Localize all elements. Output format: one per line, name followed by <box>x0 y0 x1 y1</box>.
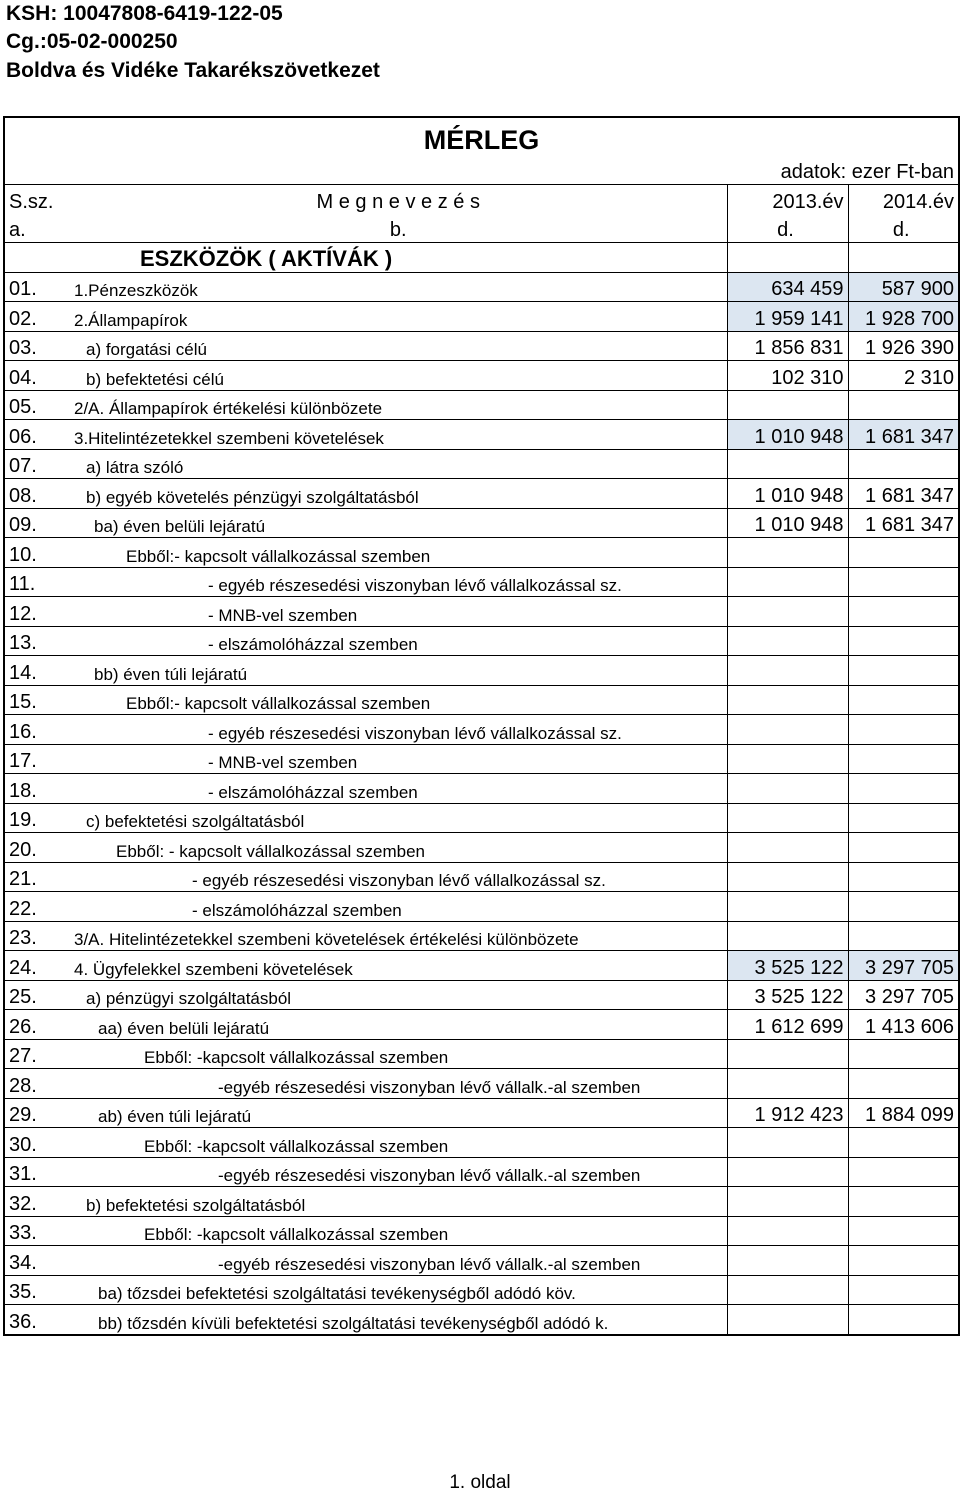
value-2014 <box>848 597 959 627</box>
value-2014 <box>848 921 959 951</box>
table-row <box>4 1157 959 1187</box>
table-row <box>4 508 959 538</box>
row-label: 2.Állampapírok <box>70 302 727 332</box>
row-label: - elszámolóházzal szemben <box>70 626 727 656</box>
value-2014 <box>848 1187 959 1217</box>
row-label: aa) éven belüli lejáratú <box>70 1010 727 1040</box>
row-label: bb) éven túli lejáratú <box>70 656 727 686</box>
value-2013 <box>727 892 848 922</box>
value-2013 <box>727 685 848 715</box>
value-2014 <box>848 1305 959 1335</box>
table-row <box>4 715 959 745</box>
col-name-header: M e g n e v e z é s <box>70 185 727 214</box>
row-number: 03. <box>4 331 70 361</box>
value-2013 <box>727 803 848 833</box>
row-label: c) befektetési szolgáltatásból <box>70 803 727 833</box>
value-2013 <box>727 715 848 745</box>
row-number: 27. <box>4 1039 70 1069</box>
section-row <box>4 243 959 273</box>
row-number: 22. <box>4 892 70 922</box>
value-2014: 3 297 705 <box>848 980 959 1010</box>
value-2013 <box>727 1128 848 1158</box>
table-row <box>4 833 959 863</box>
value-2014 <box>848 567 959 597</box>
col-no-letter: a. <box>4 214 70 243</box>
value-2013 <box>727 1069 848 1099</box>
value-2014: 1 681 347 <box>848 508 959 538</box>
value-2014 <box>848 1246 959 1276</box>
value-2013: 102 310 <box>727 361 848 391</box>
row-number: 02. <box>4 302 70 332</box>
value-2014: 1 884 099 <box>848 1098 959 1128</box>
value-2013 <box>727 597 848 627</box>
value-2013 <box>727 626 848 656</box>
row-number: 32. <box>4 1187 70 1217</box>
value-2014: 2 310 <box>848 361 959 391</box>
value-2014: 587 900 <box>848 272 959 302</box>
value-2013: 1 010 948 <box>727 508 848 538</box>
row-number: 17. <box>4 744 70 774</box>
value-2013 <box>727 449 848 479</box>
row-number: 13. <box>4 626 70 656</box>
row-number: 15. <box>4 685 70 715</box>
table-row <box>4 302 959 332</box>
table-row <box>4 1216 959 1246</box>
table-row <box>4 892 959 922</box>
balance-sheet <box>3 116 958 1336</box>
table-row <box>4 1069 959 1099</box>
row-number: 01. <box>4 272 70 302</box>
value-2013 <box>727 1216 848 1246</box>
table-row <box>4 1128 959 1158</box>
col-2014-header: 2014.év <box>848 185 959 214</box>
table-row <box>4 479 959 509</box>
table-row <box>4 449 959 479</box>
row-label: - elszámolóházzal szemben <box>70 892 727 922</box>
row-number: 35. <box>4 1275 70 1305</box>
value-2013: 3 525 122 <box>727 951 848 981</box>
row-number: 14. <box>4 656 70 686</box>
row-label: b) befektetési szolgáltatásból <box>70 1187 727 1217</box>
value-2013: 1 856 831 <box>727 331 848 361</box>
table-row <box>4 656 959 686</box>
value-2014 <box>848 626 959 656</box>
row-number: 23. <box>4 921 70 951</box>
row-number: 04. <box>4 361 70 391</box>
row-label: Ebből: -kapcsolt vállalkozással szemben <box>70 1216 727 1246</box>
value-2014: 1 413 606 <box>848 1010 959 1040</box>
row-label: -egyéb részesedési viszonyban lévő vállalk.-al szemben <box>70 1069 727 1099</box>
ksh-number: KSH: 10047808-6419-122-05 <box>6 2 283 25</box>
value-2013 <box>727 656 848 686</box>
row-label: - egyéb részesedési viszonyban lévő vállalkozással sz. <box>70 862 727 892</box>
row-label: Ebből:- kapcsolt vállalkozással szemben <box>70 685 727 715</box>
value-2014 <box>848 1039 959 1069</box>
value-2014 <box>848 538 959 568</box>
value-2014 <box>848 449 959 479</box>
value-2014 <box>848 1128 959 1158</box>
table-row <box>4 862 959 892</box>
table-row <box>4 685 959 715</box>
row-label: ab) éven túli lejáratú <box>70 1098 727 1128</box>
value-2014 <box>848 1069 959 1099</box>
col-2013-header: 2013.év <box>727 185 848 214</box>
value-2013 <box>727 774 848 804</box>
table-row <box>4 1187 959 1217</box>
row-label: - elszámolóházzal szemben <box>70 774 727 804</box>
row-number: 34. <box>4 1246 70 1276</box>
unit-label: adatok: ezer Ft-ban <box>4 156 959 185</box>
value-2014: 1 926 390 <box>848 331 959 361</box>
table-row <box>4 538 959 568</box>
value-2013 <box>727 833 848 863</box>
row-number: 36. <box>4 1305 70 1335</box>
value-2013: 1 959 141 <box>727 302 848 332</box>
row-number: 21. <box>4 862 70 892</box>
row-label: 2/A. Állampapírok értékelési különbözete <box>70 390 727 420</box>
col-2014-letter: d. <box>848 214 959 243</box>
row-number: 29. <box>4 1098 70 1128</box>
value-2014 <box>848 892 959 922</box>
value-2014 <box>848 1275 959 1305</box>
value-2013 <box>727 921 848 951</box>
value-2013 <box>727 1275 848 1305</box>
row-number: 33. <box>4 1216 70 1246</box>
row-label: bb) tőzsdén kívüli befektetési szolgáltatási tevékenységből adódó k. <box>70 1305 727 1335</box>
value-2013 <box>727 862 848 892</box>
row-label: Ebből:- kapcsolt vállalkozással szemben <box>70 538 727 568</box>
value-2014: 3 297 705 <box>848 951 959 981</box>
row-number: 05. <box>4 390 70 420</box>
row-number: 08. <box>4 479 70 509</box>
row-label: a) forgatási célú <box>70 331 727 361</box>
value-2013: 1 010 948 <box>727 420 848 450</box>
value-2014: 1 681 347 <box>848 420 959 450</box>
row-label: 1.Pénzeszközök <box>70 272 727 302</box>
row-number: 26. <box>4 1010 70 1040</box>
row-label: - egyéb részesedési viszonyban lévő vállalkozással sz. <box>70 567 727 597</box>
table-row <box>4 1039 959 1069</box>
value-2014 <box>848 833 959 863</box>
table-row <box>4 803 959 833</box>
row-label: ba) tőzsdei befektetési szolgáltatási tevékenységből adódó köv. <box>70 1275 727 1305</box>
col-name-letter: b. <box>70 214 727 243</box>
row-label: Ebből: - kapcsolt vállalkozással szemben <box>70 833 727 863</box>
value-2014: 1 681 347 <box>848 479 959 509</box>
value-2013 <box>727 390 848 420</box>
table-row <box>4 272 959 302</box>
row-number: 11. <box>4 567 70 597</box>
row-number: 18. <box>4 774 70 804</box>
balance-table <box>3 116 960 1336</box>
table-row <box>4 331 959 361</box>
row-label: - egyéb részesedési viszonyban lévő vállalkozással sz. <box>70 715 727 745</box>
value-2014 <box>848 715 959 745</box>
value-2014: 1 928 700 <box>848 302 959 332</box>
value-2014 <box>848 656 959 686</box>
row-label: b) befektetési célú <box>70 361 727 391</box>
row-label: ba) éven belüli lejáratú <box>70 508 727 538</box>
row-number: 06. <box>4 420 70 450</box>
row-number: 07. <box>4 449 70 479</box>
value-2013 <box>727 1305 848 1335</box>
page-number: 1. oldal <box>449 1472 511 1493</box>
value-2014 <box>848 862 959 892</box>
row-number: 16. <box>4 715 70 745</box>
row-label: 3.Hitelintézetekkel szembeni követelések <box>70 420 727 450</box>
value-2014 <box>848 744 959 774</box>
col-no-header: S.sz. <box>4 185 70 214</box>
row-number: 09. <box>4 508 70 538</box>
table-row <box>4 1246 959 1276</box>
table-row <box>4 921 959 951</box>
row-label: -egyéb részesedési viszonyban lévő vállalk.-al szemben <box>70 1246 727 1276</box>
row-label: Ebből: -kapcsolt vállalkozással szemben <box>70 1039 727 1069</box>
table-row <box>4 1305 959 1335</box>
row-label: -egyéb részesedési viszonyban lévő vállalk.-al szemben <box>70 1157 727 1187</box>
page-title: MÉRLEG <box>4 117 959 156</box>
unit-row <box>4 156 959 185</box>
title-row <box>4 117 959 156</box>
section-title: ESZKÖZÖK ( AKTÍVÁK ) <box>70 243 727 273</box>
table-row <box>4 1275 959 1305</box>
row-label: a) pénzügyi szolgáltatásból <box>70 980 727 1010</box>
row-number: 20. <box>4 833 70 863</box>
row-label: - MNB-vel szemben <box>70 744 727 774</box>
value-2014 <box>848 1157 959 1187</box>
table-row <box>4 744 959 774</box>
table-row <box>4 951 959 981</box>
row-number: 31. <box>4 1157 70 1187</box>
value-2013: 1 612 699 <box>727 1010 848 1040</box>
col-2013-letter: d. <box>727 214 848 243</box>
value-2013 <box>727 1039 848 1069</box>
value-2014 <box>848 1216 959 1246</box>
row-label: b) egyéb követelés pénzügyi szolgáltatásból <box>70 479 727 509</box>
table-row <box>4 626 959 656</box>
value-2013 <box>727 567 848 597</box>
row-label: 4. Ügyfelekkel szembeni követelések <box>70 951 727 981</box>
table-row <box>4 597 959 627</box>
value-2013 <box>727 1246 848 1276</box>
row-number: 28. <box>4 1069 70 1099</box>
table-row <box>4 361 959 391</box>
value-2013: 634 459 <box>727 272 848 302</box>
value-2013: 3 525 122 <box>727 980 848 1010</box>
company-registration: Cg.:05-02-000250 <box>6 30 178 53</box>
row-number: 12. <box>4 597 70 627</box>
column-letter-row <box>4 214 959 243</box>
company-name: Boldva és Vidéke Takarékszövetkezet <box>6 59 380 82</box>
row-label: 3/A. Hitelintézetekkel szembeni követelések értékelési különbözete <box>70 921 727 951</box>
table-row <box>4 567 959 597</box>
row-number: 30. <box>4 1128 70 1158</box>
value-2014 <box>848 390 959 420</box>
value-2014 <box>848 685 959 715</box>
value-2013: 1 912 423 <box>727 1098 848 1128</box>
table-row <box>4 1098 959 1128</box>
value-2014 <box>848 803 959 833</box>
table-row <box>4 1010 959 1040</box>
table-row <box>4 420 959 450</box>
value-2013 <box>727 744 848 774</box>
row-number: 24. <box>4 951 70 981</box>
table-row <box>4 980 959 1010</box>
value-2013 <box>727 1187 848 1217</box>
row-label: a) látra szóló <box>70 449 727 479</box>
row-label: - MNB-vel szemben <box>70 597 727 627</box>
table-row <box>4 390 959 420</box>
row-number: 10. <box>4 538 70 568</box>
row-number: 19. <box>4 803 70 833</box>
column-header-row <box>4 185 959 214</box>
row-number: 25. <box>4 980 70 1010</box>
value-2014 <box>848 774 959 804</box>
value-2013 <box>727 1157 848 1187</box>
table-row <box>4 774 959 804</box>
value-2013 <box>727 538 848 568</box>
value-2013: 1 010 948 <box>727 479 848 509</box>
row-label: Ebből: -kapcsolt vállalkozással szemben <box>70 1128 727 1158</box>
